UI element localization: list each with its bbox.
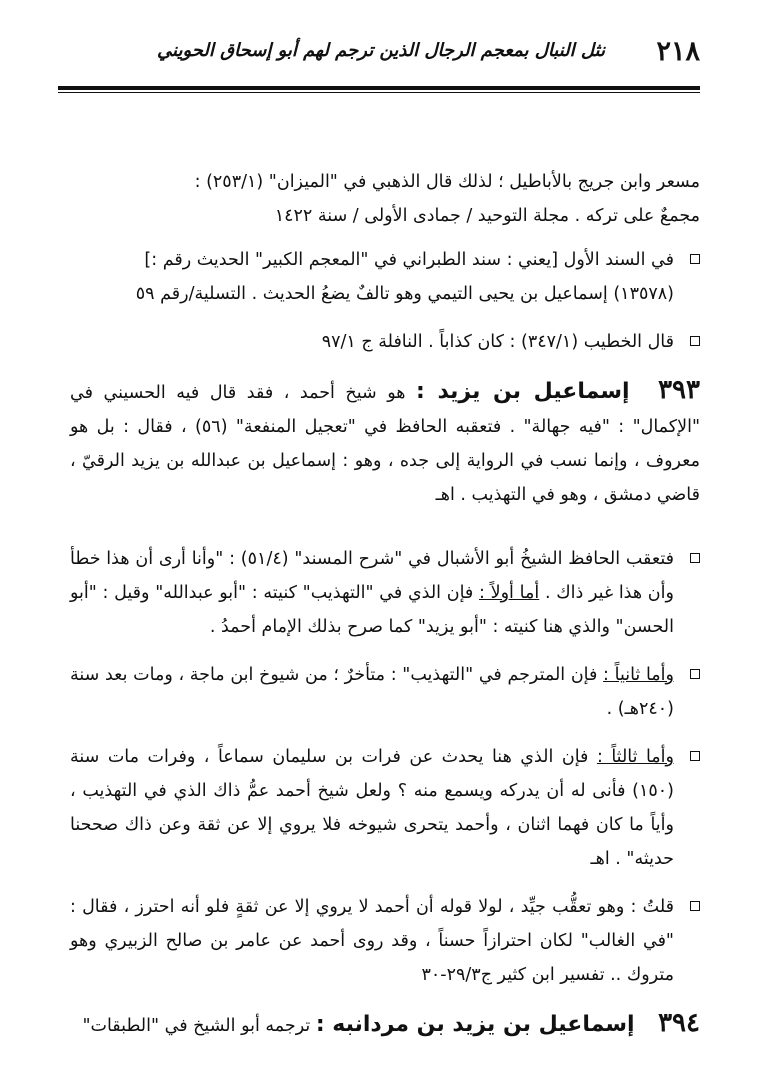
- note-abu-al-ashbal-rest: فإن الذي في "التهذيب" كنيته : "أبو عبدالله" وقيل : "أبو الحسن" والذي هنا كنيته : "أبو يزيد" كما صرح بذلك الإمام أحمدُ .: [70, 583, 674, 637]
- square-bullet-icon: [690, 336, 700, 346]
- intro-line-1: مسعر وابن جريج بالأباطيل ؛ لذلك قال الذهبي في "الميزان" (٢٥٣/١) :: [194, 172, 700, 192]
- entry-394: [70, 1006, 700, 1043]
- page-body: [70, 165, 700, 1053]
- square-bullet-icon: [690, 254, 700, 264]
- note-second-point: [70, 658, 700, 726]
- running-title: نثل النبال بمعجم الرجال الذين ترجم لهم أبو إسحاق الحويني: [157, 40, 605, 61]
- note-isnad: [70, 243, 700, 311]
- entry-394-name: إسماعيل بن يزيد بن مردانبه :: [315, 1012, 635, 1037]
- header-rule-thin: [58, 92, 700, 93]
- intro-paragraph: [70, 165, 700, 233]
- square-bullet-icon: [690, 751, 700, 761]
- entry-393: [70, 373, 700, 512]
- square-bullet-icon: [690, 553, 700, 563]
- header-rule-thick: [58, 86, 700, 90]
- note-isnad-line-2: (١٣٥٧٨) إسماعيل بن يحيى التيمي وهو تالفٌ يضعُ الحديث . التسلية/رقم ٥٩: [135, 284, 674, 304]
- square-bullet-icon: [690, 901, 700, 911]
- first-point-label: أما أولاً :: [479, 583, 540, 603]
- note-third-point: [70, 740, 700, 876]
- intro-line-2: مجمعٌ على تركه . مجلة التوحيد / جمادى الأولى / سنة ١٤٢٢: [274, 206, 700, 226]
- note-khatib-text: قال الخطيب (٣٤٧/١) : كان كذاباً . النافلة ج ٩٧/١: [321, 332, 674, 352]
- entry-394-number: ٣٩٤: [658, 1008, 700, 1038]
- third-point-text: فإن الذي هنا يحدث عن فرات بن سليمان سماعاً ، وفرات مات سنة (١٥٠) فأنى له أن يدركه ويسمع منه ؟ ولعل شيخ أحمد عمُّ ذاك الذي في التهذيب ، وأياً ما كان فهما اثنان ، وأحمد يتحرى شيوخه فلا يروي إلا عن ثقة وعن ذاك صححنا حديثه" . اهـ: [70, 747, 674, 869]
- entry-393-number: ٣٩٣: [658, 375, 700, 405]
- note-isnad-line-1: في السند الأول [يعني : سند الطبراني في "المعجم الكبير" الحديث رقم :]: [144, 250, 674, 270]
- page-header: [58, 36, 700, 80]
- entry-393-text: هو شيخ أحمد ، فقد قال فيه الحسيني في "الإكمال" : "فيه جهالة" . فتعقبه الحافظ في "تعجيل المنفعة" (٥٦) ، فقال : بل هو معروف ، وإنما نسب في الرواية إلى جده ، وهو : إسماعيل بن عبدالله بن يزيد الرقيّ ، قاضي دمشق ، وهو في التهذيب . اهـ: [70, 383, 701, 505]
- note-abu-al-ashbal: [70, 542, 700, 644]
- entry-394-text: ترجمه أبو الشيخ في "الطبقات": [82, 1016, 311, 1036]
- note-author-comment: [70, 890, 700, 992]
- second-point-label: وأما ثانياً :: [603, 665, 674, 685]
- third-point-label: وأما ثالثاً :: [596, 747, 674, 767]
- square-bullet-icon: [690, 669, 700, 679]
- author-comment-text: قلتُ : وهو تعقُّب جيِّد ، لولا قوله أن أحمد لا يروي إلا عن ثقةٍ فلو أنه احترز ، فقال : "في الغالب" لكان احترازاً حسناً ، وقد روى أحمد عن عامر بن صالح الزبيري وهو متروك .. تفسير ابن كثير ج٢٩/٣-٣٠: [70, 897, 674, 985]
- second-point-text: فإن المترجم في "التهذيب" : متأخرٌ ؛ من شيوخ ابن ماجة ، ومات بعد سنة (٢٤٠هـ) .: [70, 665, 674, 719]
- entry-393-name: إسماعيل بن يزيد :: [416, 379, 630, 404]
- note-abu-al-ashbal-intro: فتعقب الحافظ الشيخُ أبو الأشبال في "شرح المسند" (٥١/٤) : "وأنا أرى أن هذا خطأ وأن هذا غير ذاك .: [70, 549, 674, 603]
- note-khatib: [70, 325, 700, 359]
- page-number: ٢١٨: [656, 36, 700, 67]
